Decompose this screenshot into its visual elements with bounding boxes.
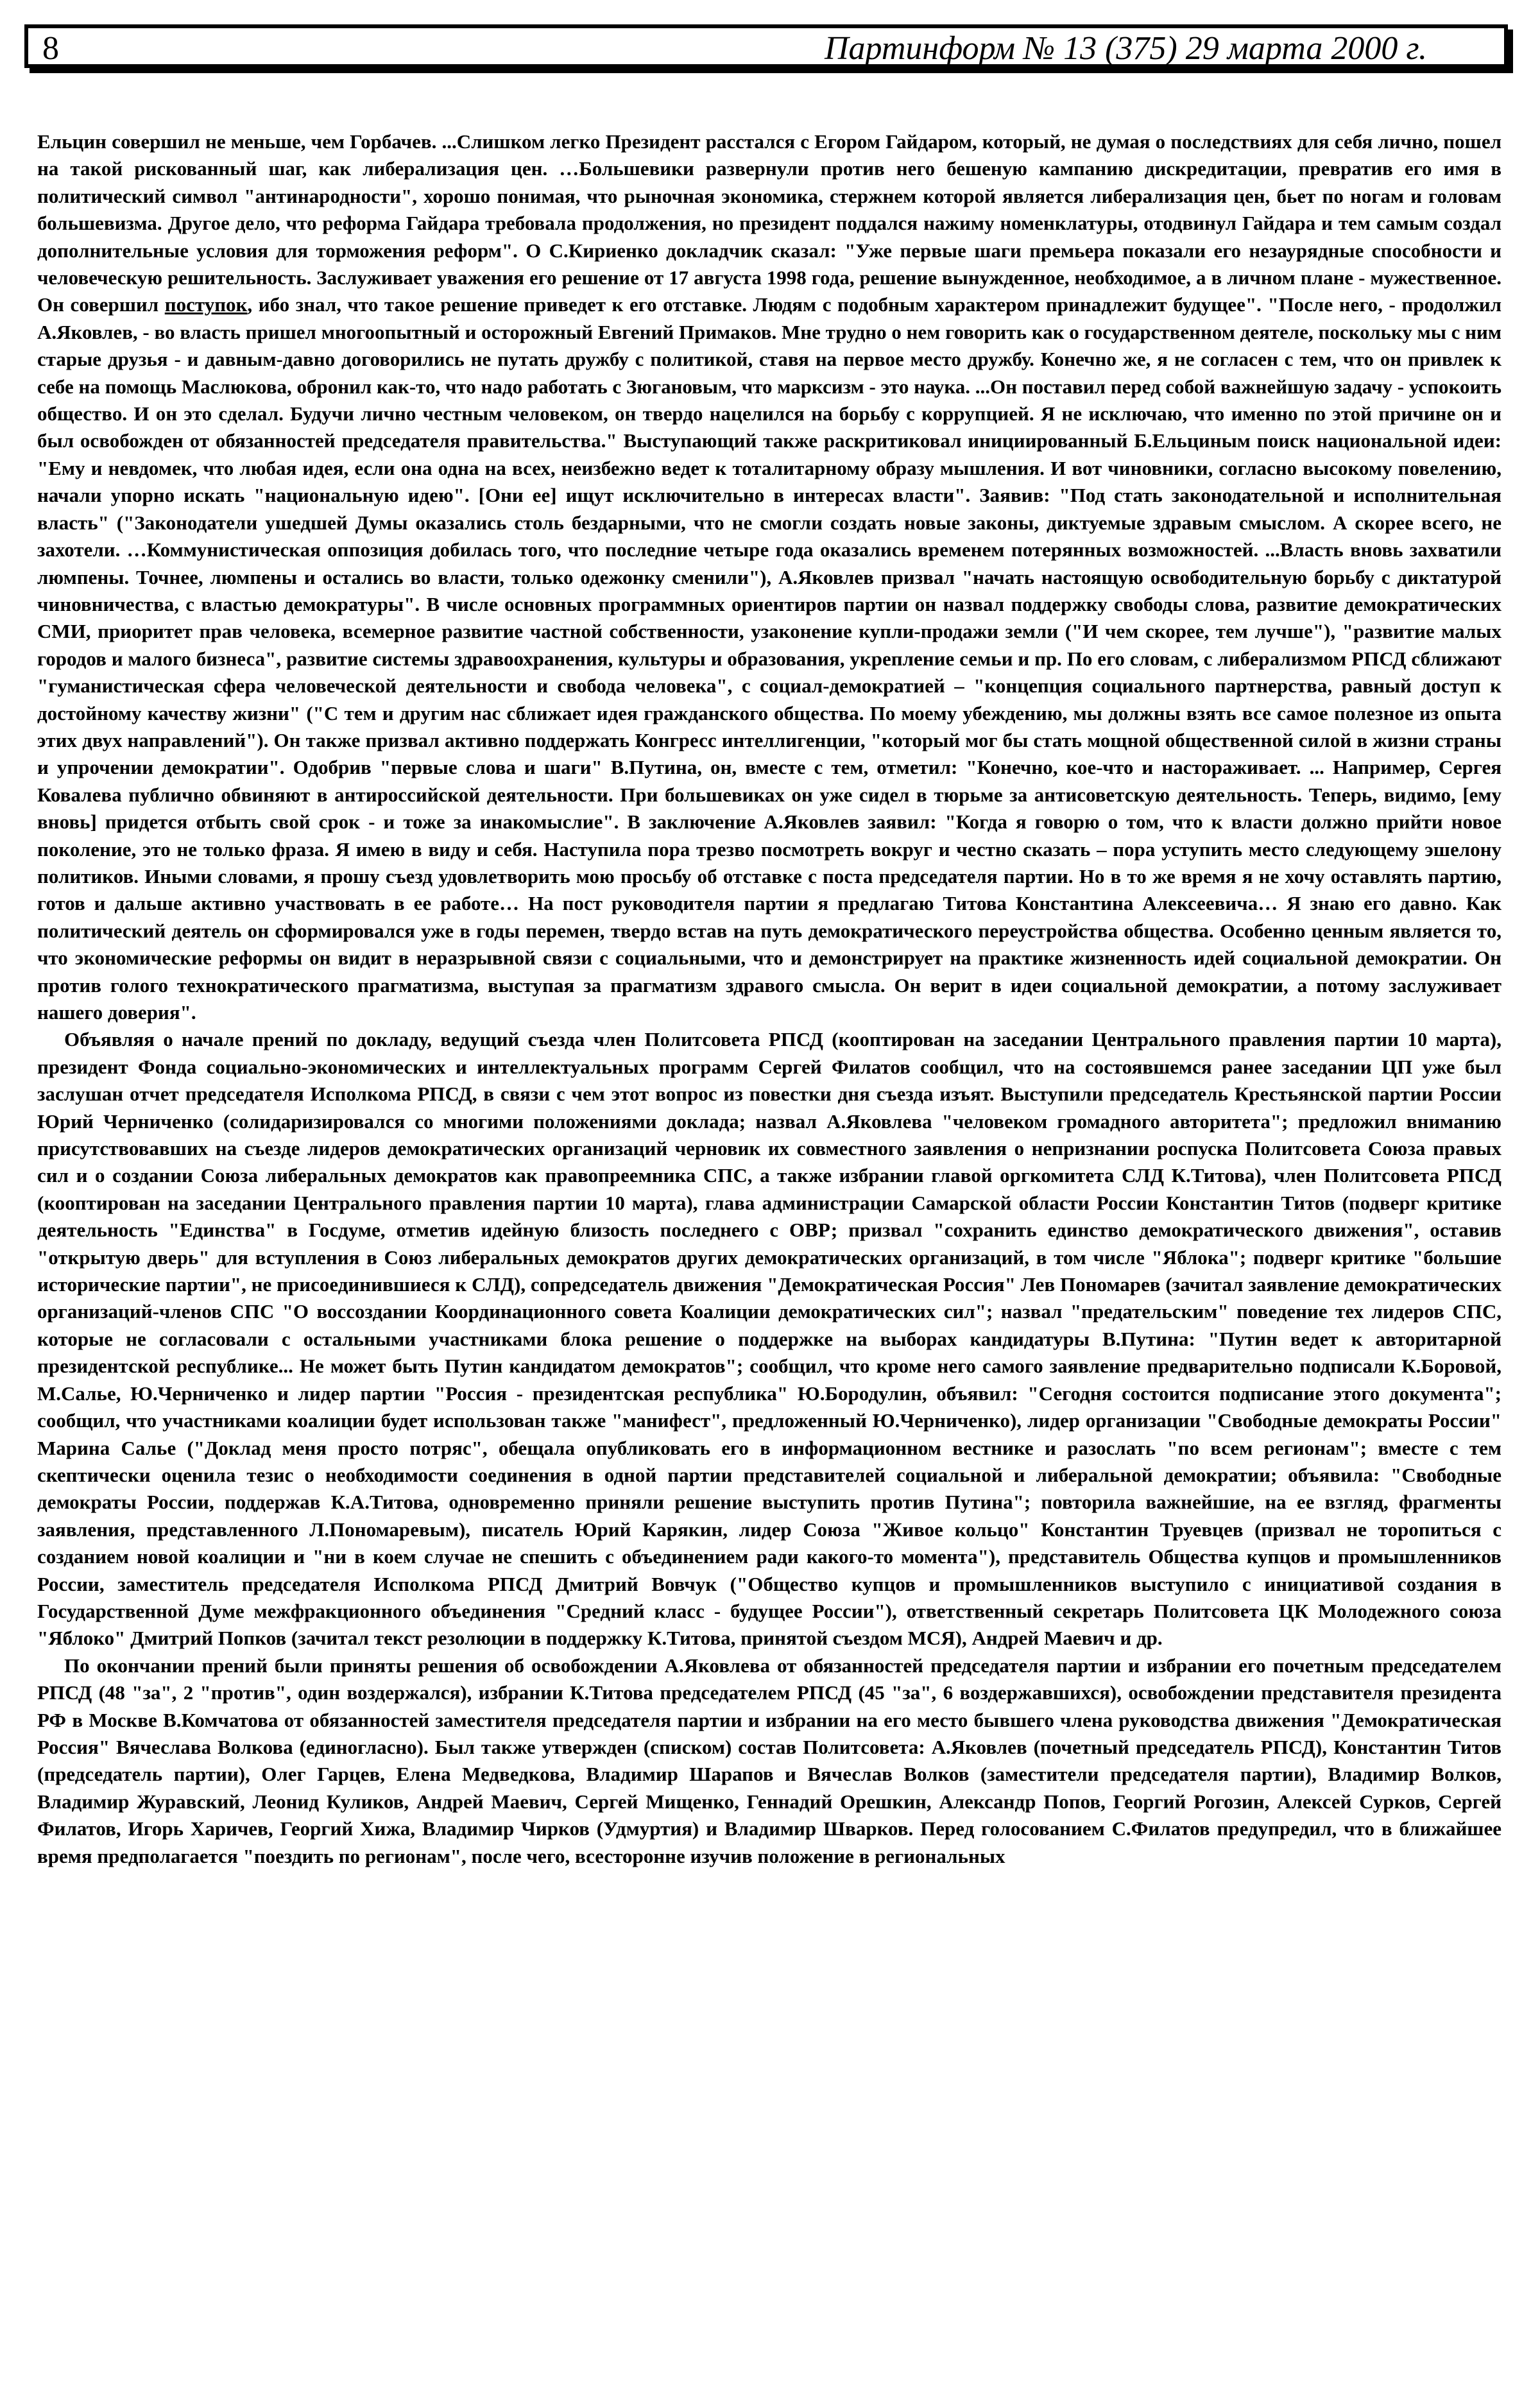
paragraph-1-text-b: , ибо знал, что такое решение приведет к его отставке. Людям с подобным характером принадлежит будущее". "После него, - продолжил А.Яковлев, - во власть пришел многоопытный и осторожный Евгений Примаков. Мне трудно о нем говорить как о государственном деятеле, поскольку мы с ним старые друзья - и давным-давно договорились не путать дружбу с политикой, ставя на первое место дружбу. Конечно же, я не согласен с тем, что он привлек к себе на помощь Маслюкова, обронил как-то, что надо работать с Зюгановым, что марксизм - это наука. ...Он поставил перед собой важнейшую задачу - успокоить общество. И он это сделал. Будучи лично честным человеком, он твердо нацелился на борьбу с коррупцией. Я не исключаю, что именно по этой причине он и был освобожден от обязанностей председателя правительства." Выступающий также раскритиковал инициированный Б.Ельциным поиск национальной идеи: "Ему и невдомек, что любая идея, если она одна на всех, неизбежно ведет к тоталитарному образу мышления. И вот чиновники, согласно высокому повелению, начали упорно искать "национальную идею". [Они ее] ищут исключительно в интересах власти". Заявив: "Под стать законодательной и исполнительная власть" ("Законодатели ушедшей Думы оказались столь бездарными, что не смогли создать новые законы, диктуемые здравым смыслом. А скорее всего, не захотели. …Коммунистическая оппозиция добилась того, что последние четыре года оказались временем потерянных возможностей. ...Власть вновь захватили люмпены. Точнее, люмпены и остались во власти, только одежонку сменили"), А.Яковлев призвал "начать настоящую освободительную борьбу с диктатурой чиновничества, с властью демократуры". В числе основных программных ориентиров партии он назвал поддержку свободы слова, развитие демократических СМИ, приоритет прав человека, всемерное развитие частной собственности, узаконение купли-продажи земли ("И чем скорее, тем лучше"), "развитие малых городов и малого бизнеса", развитие системы здравоохранения, культуры и образования, укрепление семьи и пр. По его словам, с либерализмом РПСД сближают "гуманистическая сфера человеческой деятельности и свобода человека", с социал-демократией – "концепция социального партнерства, равный доступ к достойному качеству жизни" ("С тем и другим нас сближает идея гражданского общества. По моему убеждению, мы должны взять все самое полезное из опыта этих двух направлений"). Он также призвал активно поддержать Конгресс интеллигенции, "который мог бы стать мощной общественной силой в жизни страны и упрочении демократии". Одобрив "первые слова и шаги" В.Путина, он, вместе с тем, отметил: "Конечно, кое-что и настораживает. ... Например, Сергея Ковалева публично обвиняют в антироссийской деятельности. При большевиках он уже сидел в тюрьме за антисоветскую деятельность. Теперь, видимо, [ему вновь] придется отбыть свой срок - и тоже за инакомыслие". В заключение А.Яковлев заявил: "Когда я говорю о том, что к власти должно прийти новое поколение, это не только фраза. Я имею в виду и себя. Наступила пора трезво посмотреть вокруг и честно сказать – пора уступить место следующему эшелону политиков. Иными словами, я прошу съезд удовлетворить мою просьбу об отставке с поста председателя партии. Но в то же время я не хочу оставлять партию, готов и дальше активно участвовать в ее работе… На пост руководителя партии я предлагаю Титова Константина Алексеевича… Я знаю его давно. Как политический деятель он сформировался уже в годы перемен, твердо встав на путь демократического переустройства общества. Особенно ценным является то, что экономические реформы он видит в неразрывной связи с социальными, что и демонстрирует на практике жизненность идей социальной демократии. Он против голого технократического прагматизма, выступая за прагматизм здравого смысла. Он верит в идеи социальной демократии, а потому заслуживает нашего доверия". (37, 293, 1502, 1024)
paragraph-1-text-a: Ельцин совершил не меньше, чем Горбачев. ...Слишком легко Президент расстался с Егором Гайдаром, который, не думая о последствиях для себя лично, пошел на такой рискованный шаг, как либерализация цен. …Большевики развернули против него бешеную кампанию дискредитации, превратив его имя в политический символ "антинародности", хорошо понимая, что рыночная экономика, стержнем которой является либерализация цен, бьет по ногам и головам большевизма. Другое дело, что реформа Гайдара требовала продолжения, но президент поддался нажиму номенклатуры, отодвинул Гайдара и тем самым создал дополнительные условия для торможения реформ". О С.Кириенко докладчик сказал: "Уже первые шаги премьера показали его незаурядные способности и человеческую решительность. Заслуживает уважения его решение от 17 августа 1998 года, решение вынужденное, необходимое, а в личном плане - мужественное. Он совершил (37, 130, 1502, 316)
page-number: 8 (42, 30, 59, 67)
paragraph-1 (37, 128, 1502, 1026)
paragraph-2: Объявляя о начале прений по докладу, ведущий съезда член Политсовета РПСД (кооптирован на заседании Центрального правления партии 10 марта), президент Фонда социально-экономических и интеллектуальных программ Сергей Филатов сообщил, что на состоявшемся ранее заседании ЦП уже был заслушан отчет председателя Исполкома РПСД, в связи с чем этот вопрос из повестки дня съезда изъят. Выступили председатель Крестьянской партии России Юрий Черниченко (солидаризировался со многими положениями доклада; назвал А.Яковлева "человеком громадного авторитета"; предложил вниманию присутствовавших на съезде лидеров демократических организаций черновик их совместного заявления о непризнании роспуска Политсовета Союза правых сил и о создании Союза либеральных демократов как правопреемника СПС, а также избрании главой оргкомитета СЛД К.Титова), член Политсовета РПСД (кооптирован на заседании Центрального правления партии 10 марта), глава администрации Самарской области России Константин Титов (подверг критике деятельность "Единства" в Госдуме, отметив идейную близость последнего с ОВР; призвал "сохранить единство демократического движения", оставив "открытую дверь" для вступления в Союз либеральных демократов других демократических организаций, в том числе "Яблока"; подверг критике "большие исторические партии", не присоединившиеся к СЛД), сопредседатель движения "Демократическая Россия" Лев Пономарев (зачитал заявление демократических организаций-членов СПС "О воссоздании Координационного совета Коалиции демократических сил"; назвал "предательским" поведение тех лидеров СПС, которые не согласовали с остальными участниками блока решение о поддержке на выборах кандидатуры В.Путина: "Путин ведет к авторитарной президентской республике... Не может быть Путин кандидатом демократов"; сообщил, что кроме него самого заявление предварительно подписали К.Боровой, М.Салье, Ю.Черниченко и лидер партии "Россия - президентская республика" Ю.Бородулин, объявил: "Сегодня состоится подписание этого документа"; сообщил, что участниками коалиции будет использован также "манифест", предложенный Ю.Черниченко), лидер организации "Свободные демократы России" Марина Салье ("Доклад меня просто потряс", обещала опубликовать его в информационном вестнике и разослать "по всем регионам"; вместе с тем скептически оценила тезис о необходимости соединения в одной партии представителей социальной и либеральной демократии; объявила: "Свободные демократы России, поддержав К.А.Титова, одновременно приняли решение выступить против Путина"; повторила важнейшие, на ее взгляд, фрагменты заявления, представленного Л.Пономаревым), писатель Юрий Карякин, лидер Союза "Живое кольцо" Константин Труевцев (призвал не торопиться с созданием новой коалиции и "ни в коем случае не спешить с объединением ради какого-то момента"), представитель Общества купцов и промышленников России, заместитель председателя Исполкома РПСД Дмитрий Вовчук ("Общество купцов и промышленников выступило с инициативой создания в Государственной Думе межфракционного объединения "Средний класс - будущее России"), ответственный секретарь Политсовета ЦК Молодежного союза "Яблоко" Дмитрий Попков (зачитал текст резолюции в поддержку К.Титова, принятой съездом МСЯ), Андрей Маевич и др. (37, 1028, 1502, 1650)
paragraph-3: По окончании прений были приняты решения об освобождении А.Яковлева от обязанностей председателя партии и избрании его почетным председателем РПСД (48 "за", 2 "против", один воздержался), избрании К.Титова председателем РПСД (45 "за", 6 воздержавшихся), освобождении представителя президента РФ в Москве В.Комчатова от обязанностей заместителя председателя партии и избрании на его место бывшего члена руководства движения "Демократическая Россия" Вячеслава Волкова (единогласно). Был также утвержден (списком) состав Политсовета: А.Яковлев (почетный председатель РПСД), Константин Титов (председатель партии), Олег Гарцев, Елена Медведкова, Владимир Шарапов и Вячеслав Волков (заместители председателя партии), Владимир Волков, Владимир Журавский, Леонид Куликов, Андрей Маевич, Сергей Мищенко, Геннадий Орешкин, Александр Попов, Георгий Рогозин, Алексей Сурков, Сергей Филатов, Игорь Харичев, Георгий Хижа, Владимир Чирков (Удмуртия) и Владимир Шварков. Перед голосованием С.Филатов предупредил, что в ближайшее время предполагается "поездить по регионам", после чего, всесторонне изучив положение в региональных (37, 1654, 1502, 1867)
publication-title: Партинформ № 13 (375) 29 марта 2000 г. (825, 30, 1427, 67)
page-header (24, 24, 1508, 68)
underlined-word: поступок (164, 293, 248, 316)
article-body (37, 128, 1502, 1870)
